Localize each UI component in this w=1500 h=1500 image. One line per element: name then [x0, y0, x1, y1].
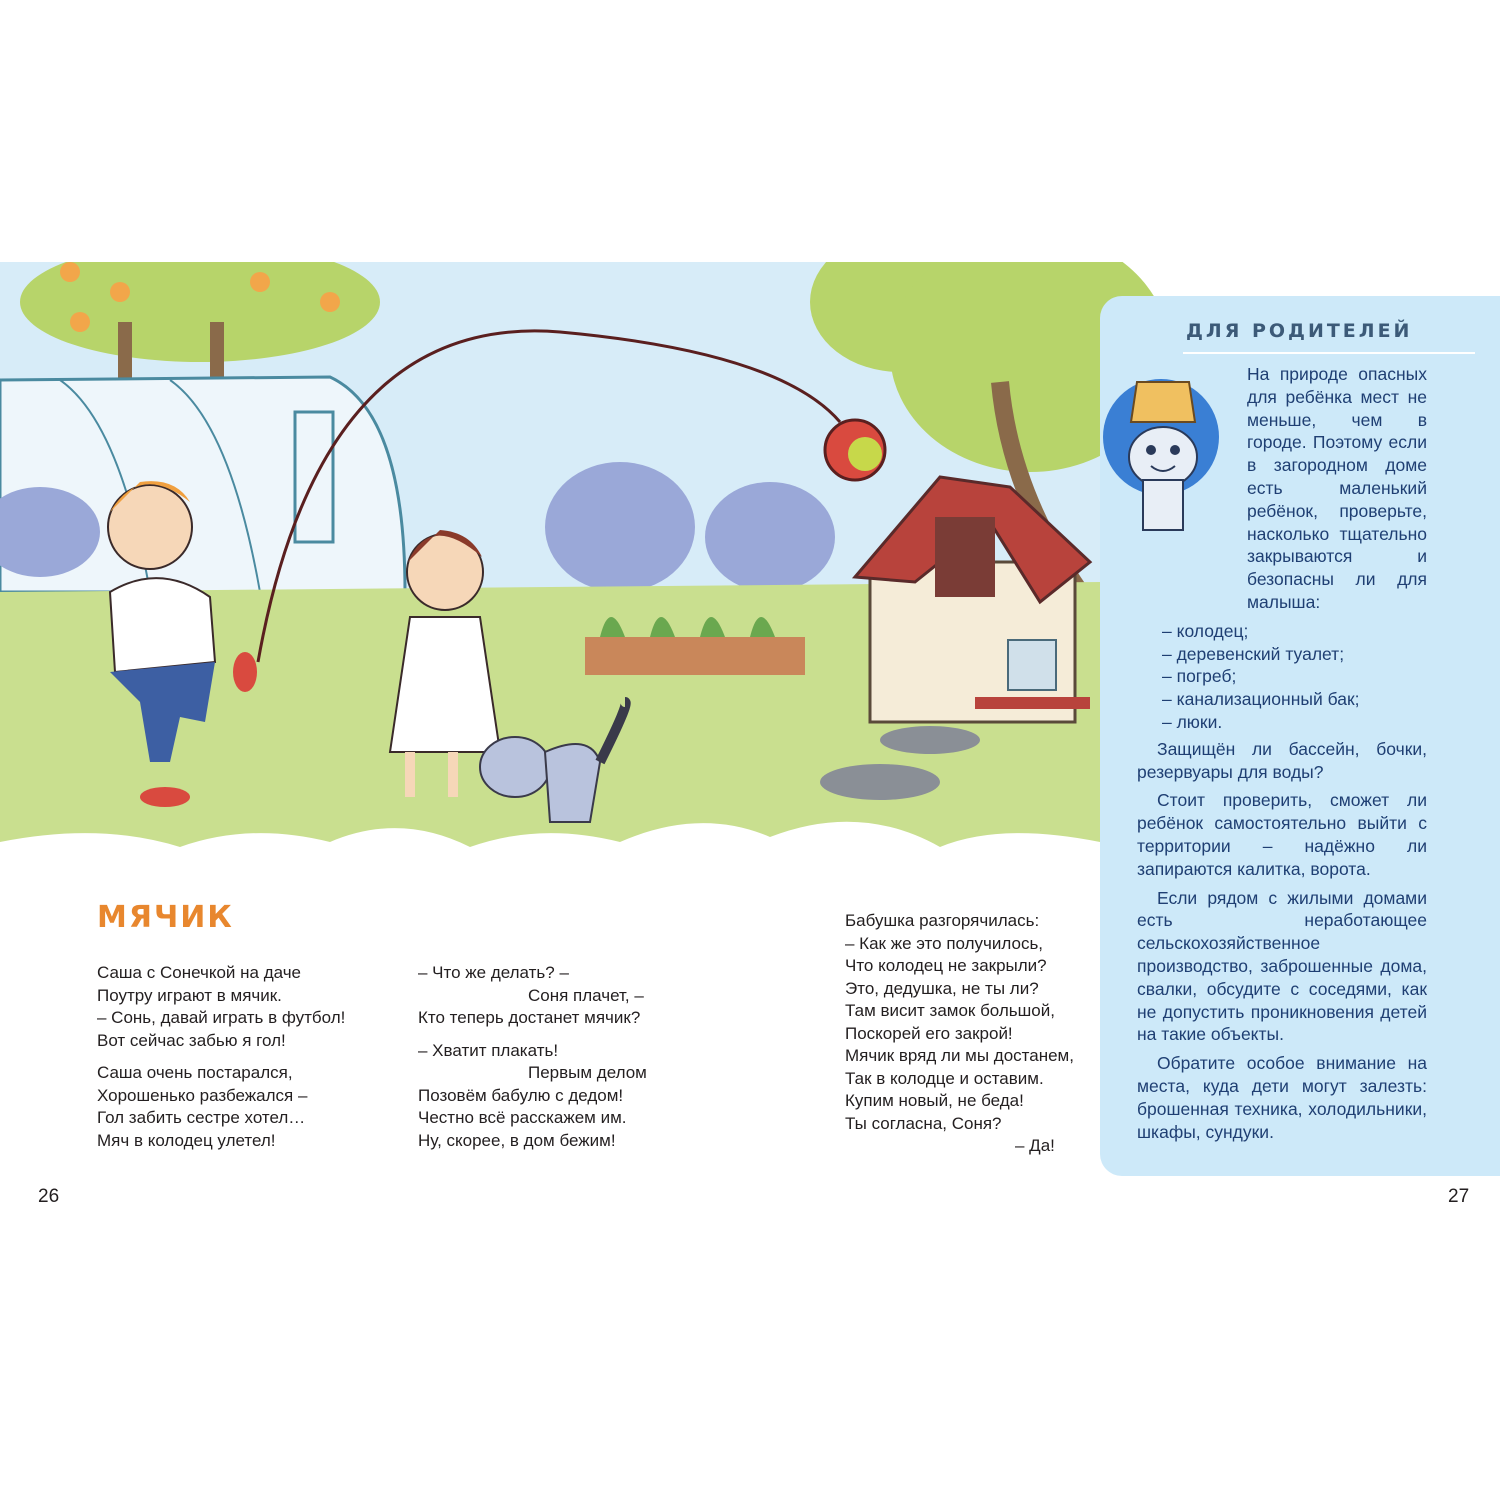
parents-paragraph: Стоит проверить, сможет ли ребёнок самостоятельно выйти с территории – надёжно ли запираются калитка, ворота.	[1137, 790, 1427, 879]
poem-line: Кто теперь достанет мячик?	[418, 1008, 641, 1027]
stanza-2	[97, 1062, 397, 1152]
poem-column-2	[418, 962, 698, 1162]
poem-line: – Сонь, давай играть в футбол!	[97, 1008, 346, 1027]
poem-line: Поутру играют в мячик.	[97, 985, 282, 1005]
poem-line: Ты согласна, Соня?	[845, 1113, 1002, 1133]
parents-note-title: ДЛЯ РОДИТЕЛЕЙ	[1186, 320, 1413, 342]
poem-line: Мячик вряд ли мы достанем,	[845, 1046, 1074, 1065]
stanza-3	[418, 962, 698, 1030]
bush-2	[705, 482, 835, 592]
parents-paragraph: Если рядом с жилыми домами есть неработающее сельскохозяйственное производство, заброшенные дома, свалки, обсудите с соседями, как не допустить проникновения детей на такие объекты.	[1137, 887, 1427, 1045]
page-number-left: 26	[38, 1186, 60, 1207]
list-item: – деревенский туалет;	[1162, 643, 1345, 664]
poem-line: Саша очень постарался,	[97, 1063, 293, 1082]
garden-bed	[585, 637, 805, 675]
parents-intro: На природе опасных для ребёнка мест не меньше, чем в городе. Поэтому если в загородном доме есть маленький ребёнок, проверьте, насколько тщательно закрываются и безопасны ли для малыша:	[1247, 364, 1427, 612]
poem-line: Мяч в колодец улетел!	[97, 1130, 276, 1150]
poem-line: Что колодец не закрыли?	[845, 956, 1047, 975]
divider	[1183, 352, 1475, 354]
poem-line: – Хватит плакать!	[418, 1040, 559, 1060]
poem-line: Саша с Сонечкой на даче	[97, 963, 302, 982]
poem-line: Хорошенько разбежался –	[97, 1085, 308, 1105]
parents-note-text	[1137, 363, 1427, 1149]
stanza-1	[97, 962, 397, 1052]
page-number-right: 27	[1448, 1186, 1470, 1207]
poem-line: Так в колодце и оставим.	[845, 1068, 1044, 1088]
poem-line: Это, дедушка, не ты ли?	[845, 978, 1039, 998]
poem-line: Гол забить сестре хотел…	[97, 1108, 306, 1127]
poem-column-1	[97, 962, 397, 1162]
parents-paragraph: Защищён ли бассейн, бочки, резервуары для воды?	[1137, 738, 1427, 782]
bush-1	[545, 462, 695, 592]
poem-line: – Как же это получилось,	[845, 933, 1044, 953]
stanza-4	[418, 1040, 698, 1153]
poem-line: Купим новый, не беда!	[845, 1091, 1024, 1110]
poem-line: Бабушка разгорячилась:	[845, 911, 1040, 930]
poem-line: Вот сейчас забью я гол!	[97, 1030, 286, 1050]
poem-title: МЯЧИК	[97, 900, 234, 935]
parents-paragraph: Обратите особое внимание на места, куда дети могут залезть: брошенная техника, холодильники, шкафы, сундуки.	[1137, 1053, 1427, 1142]
poem-line: Ну, скорее, в дом бежим!	[418, 1130, 616, 1150]
poem-line: Честно всё расскажем им.	[418, 1108, 627, 1127]
poem-line: Первым делом	[528, 1063, 647, 1082]
list-item: – колодец;	[1162, 620, 1249, 641]
list-item: – погреб;	[1162, 666, 1237, 687]
list-item: – канализационный бак;	[1162, 689, 1360, 710]
poem-line: Позовём бабулю с дедом!	[418, 1085, 624, 1105]
hazard-list	[1137, 620, 1427, 734]
poem-line: Соня плачет, –	[528, 985, 644, 1005]
list-item: – люки.	[1162, 711, 1223, 732]
poem-line: Поскорей его закрой!	[845, 1023, 1013, 1043]
poem-line: Там висит замок большой,	[845, 1001, 1055, 1020]
poem-line: – Да!	[1015, 1136, 1055, 1155]
poem-line: – Что же делать? –	[418, 963, 569, 982]
poem-column-3	[845, 910, 1115, 1158]
